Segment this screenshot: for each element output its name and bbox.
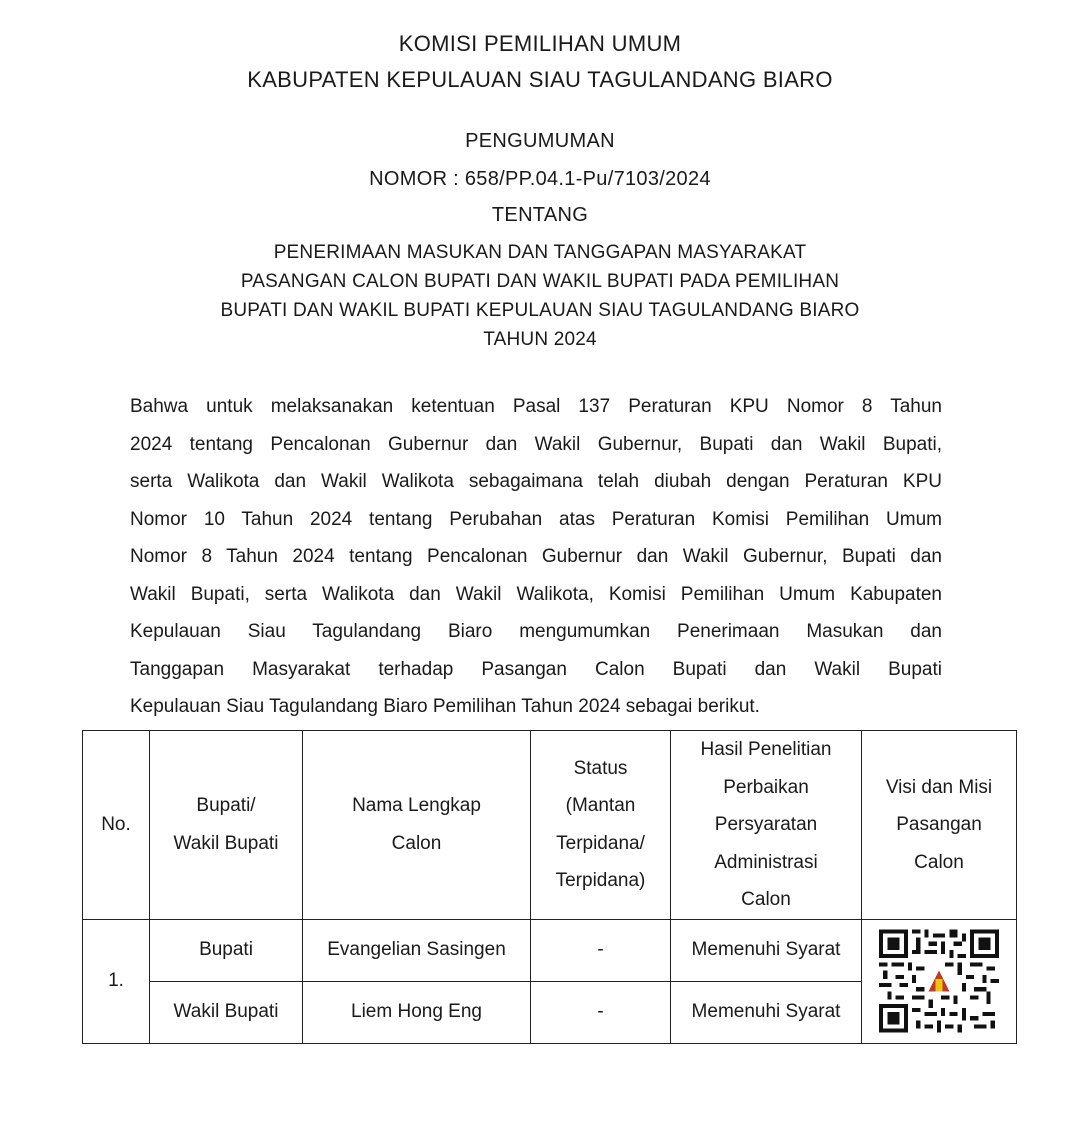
header-result (671, 731, 862, 920)
header-no: No. (83, 731, 150, 920)
row-status: - (531, 919, 671, 981)
header-result-line: Calon (741, 889, 791, 910)
org-name-line2: KABUPATEN KEPULAUAN SIAU TAGULANDANG BIARO (247, 67, 833, 92)
header-result-line: Administrasi (714, 851, 818, 873)
header-result-line: Perbaikan (723, 776, 809, 798)
qr-code-icon[interactable] (879, 929, 999, 1033)
header-name-line: Nama Lengkap (352, 795, 481, 817)
row-name: Evangelian Sasingen (303, 919, 531, 981)
header-name-line: Calon (391, 832, 442, 854)
header-status-line: Terpidana) (555, 870, 646, 892)
header-status (531, 731, 671, 920)
body-paragraph (130, 388, 942, 726)
header-name (303, 731, 531, 920)
body-line: 2024 tentang Pencalonan Gubernur dan Wakil Gubernur, Bupati dan Wakil Bupati, (130, 433, 942, 455)
body-line: Tanggapan Masyarakat terhadap Pasangan Calon Bupati dan Wakil Bupati (130, 658, 942, 680)
table-row (83, 919, 1017, 981)
row-position: Bupati (150, 919, 303, 981)
body-line: Kepulauan Siau Tagulandang Biaro Pemilihan Tahun 2024 sebagai berikut. (130, 696, 760, 717)
body-line: Nomor 10 Tahun 2024 tentang Perubahan atas Peraturan Komisi Pemilihan Umum (130, 508, 942, 530)
about-label: TENTANG (491, 204, 589, 226)
header-status-line: Terpidana/ (556, 832, 645, 854)
row-name: Liem Hong Eng (303, 981, 531, 1043)
body-line: Wakil Bupati, serta Walikota dan Wakil Walikota, Komisi Pemilihan Umum Kabupaten (130, 583, 942, 605)
header-result-line: Hasil Penelitian (700, 739, 832, 760)
header-vision-line: Pasangan (896, 814, 982, 835)
header-vision-line: Calon (914, 851, 964, 873)
org-name-line1: KOMISI PEMILIHAN UMUM (398, 31, 682, 56)
header-result-line: Persyaratan (714, 814, 818, 835)
header-vision-line: Visi dan Misi (885, 776, 993, 798)
table-header-row (83, 731, 1017, 920)
doc-number: NOMOR : 658/PP.04.1-Pu/7103/2024 (369, 168, 711, 190)
row-position: Wakil Bupati (150, 981, 303, 1043)
qr-cell (862, 919, 1017, 1043)
header-vision (862, 731, 1017, 920)
row-number: 1. (83, 919, 150, 1043)
doc-type: PENGUMUMAN (465, 130, 615, 152)
row-result: Memenuhi Syarat (671, 919, 862, 981)
body-line: Kepulauan Siau Tagulandang Biaro mengumumkan Penerimaan Masukan dan (130, 621, 942, 642)
subject-line-3: BUPATI DAN WAKIL BUPATI KEPULAUAN SIAU TAGULANDANG BIARO (220, 300, 860, 321)
header-status-line: Status (573, 757, 628, 779)
row-result: Memenuhi Syarat (671, 981, 862, 1043)
body-line: Nomor 8 Tahun 2024 tentang Pencalonan Gubernur dan Wakil Gubernur, Bupati dan (130, 546, 942, 567)
header-status-line: (Mantan (565, 795, 636, 817)
row-status: - (531, 981, 671, 1043)
subject-line-1: PENERIMAAN MASUKAN DAN TANGGAPAN MASYARAKAT (273, 242, 807, 263)
candidate-table (82, 730, 1017, 1044)
header-position-line: Wakil Bupati (173, 832, 279, 854)
body-line: Bahwa untuk melaksanakan ketentuan Pasal 137 Peraturan KPU Nomor 8 Tahun (130, 396, 942, 417)
body-line: serta Walikota dan Wakil Walikota sebagaimana telah diubah dengan Peraturan KPU (130, 471, 942, 492)
header-position-line: Bupati/ (196, 795, 256, 817)
subject-line-2: PASANGAN CALON BUPATI DAN WAKIL BUPATI PADA PEMILIHAN (240, 271, 840, 292)
subject-line-4: TAHUN 2024 (483, 329, 597, 350)
header-position (150, 731, 303, 920)
